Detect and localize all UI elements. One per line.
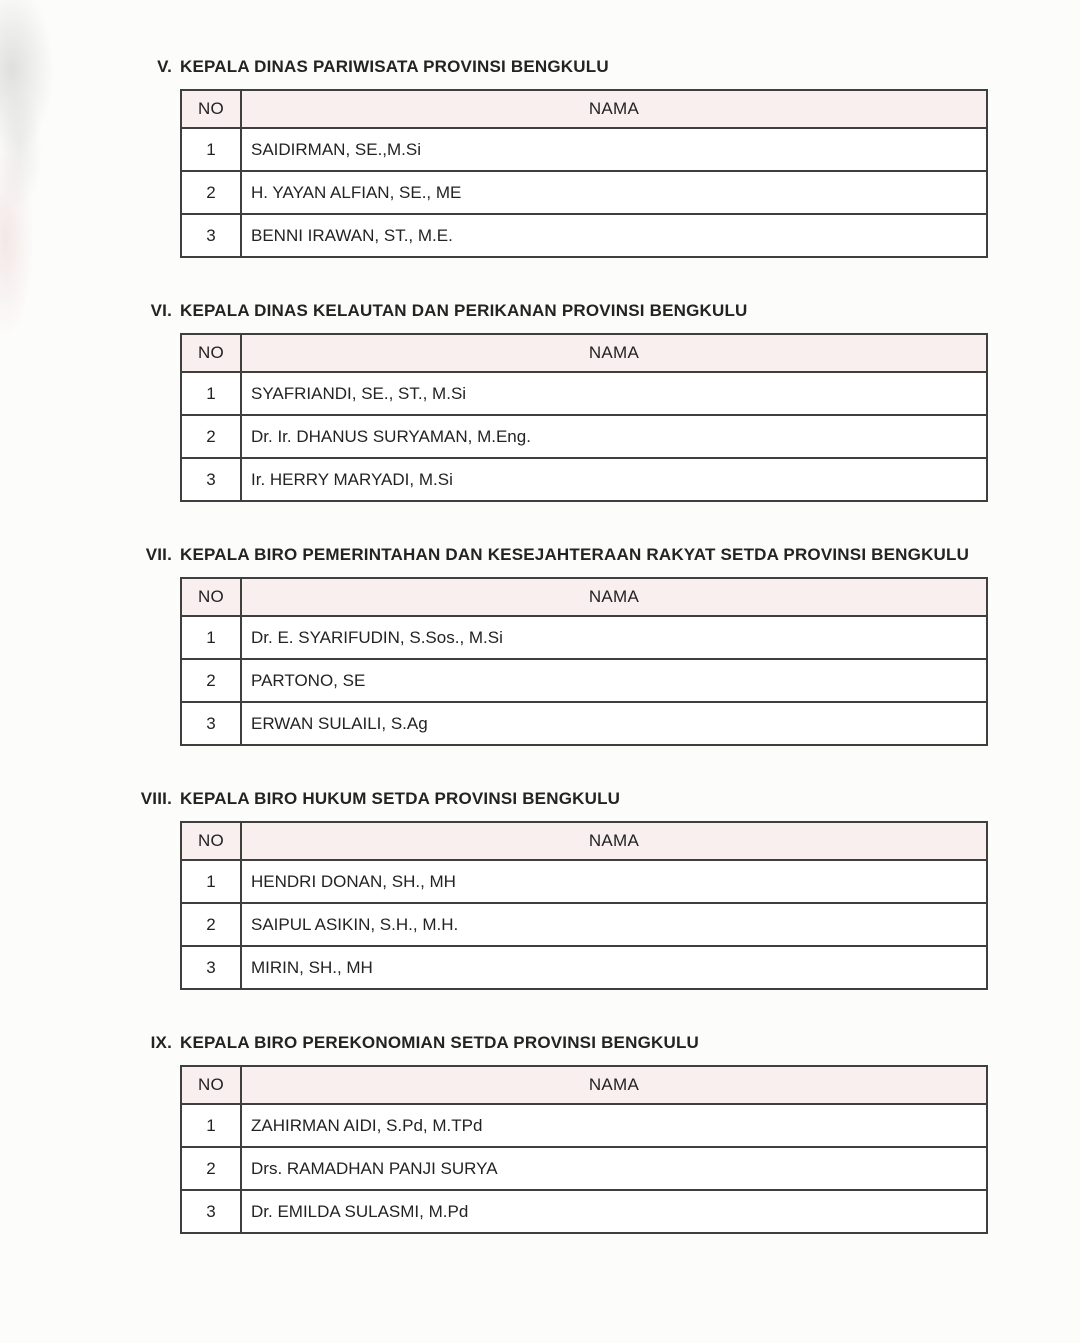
- section-pariwisata: [130, 56, 1080, 258]
- table-header-row: [181, 90, 987, 128]
- table-header-row: [181, 578, 987, 616]
- section-numeral: VII.: [145, 545, 172, 564]
- row-number-cell: 2: [181, 171, 241, 214]
- table-row: [181, 1147, 987, 1190]
- section-hukum: [130, 788, 1080, 990]
- section-heading: [130, 544, 1080, 566]
- column-header-nama: NAMA: [241, 822, 987, 860]
- column-header-no: NO: [181, 334, 241, 372]
- row-number-cell: 2: [181, 903, 241, 946]
- table-row: [181, 171, 987, 214]
- candidate-name-cell: H. YAYAN ALFIAN, SE., ME: [241, 171, 987, 214]
- section-heading: [130, 1032, 1080, 1054]
- column-header-nama: NAMA: [241, 334, 987, 372]
- candidates-table: [180, 1065, 988, 1234]
- candidate-name-cell: SAIPUL ASIKIN, S.H., M.H.: [241, 903, 987, 946]
- section-pemerintahan-kesra: [130, 544, 1080, 746]
- table-header-row: [181, 334, 987, 372]
- section-perekonomian: [130, 1032, 1080, 1234]
- candidate-name-cell: Ir. HERRY MARYADI, M.Si: [241, 458, 987, 501]
- column-header-no: NO: [181, 822, 241, 860]
- table-header-row: [181, 1066, 987, 1104]
- row-number-cell: 3: [181, 702, 241, 745]
- candidate-name-cell: ERWAN SULAILI, S.Ag: [241, 702, 987, 745]
- column-header-nama: NAMA: [241, 578, 987, 616]
- section-title: KEPALA BIRO PEMERINTAHAN DAN KESEJAHTERAAN RAKYAT SETDA PROVINSI BENGKULU: [180, 545, 970, 564]
- row-number-cell: 3: [181, 214, 241, 257]
- row-number-cell: 2: [181, 415, 241, 458]
- row-number-cell: 1: [181, 616, 241, 659]
- table-row: [181, 1190, 987, 1233]
- candidate-name-cell: SAIDIRMAN, SE.,M.Si: [241, 128, 987, 171]
- candidates-table: [180, 89, 988, 258]
- table-row: [181, 458, 987, 501]
- section-title: KEPALA BIRO HUKUM SETDA PROVINSI BENGKULU: [180, 789, 621, 808]
- table-row: [181, 946, 987, 989]
- column-header-nama: NAMA: [241, 1066, 987, 1104]
- table-row: [181, 659, 987, 702]
- candidate-name-cell: MIRIN, SH., MH: [241, 946, 987, 989]
- candidate-name-cell: HENDRI DONAN, SH., MH: [241, 860, 987, 903]
- candidate-name-cell: BENNI IRAWAN, ST., M.E.: [241, 214, 987, 257]
- row-number-cell: 2: [181, 659, 241, 702]
- table-row: [181, 702, 987, 745]
- column-header-no: NO: [181, 90, 241, 128]
- table-row: [181, 616, 987, 659]
- column-header-nama: NAMA: [241, 90, 987, 128]
- table-row: [181, 214, 987, 257]
- candidate-name-cell: SYAFRIANDI, SE., ST., M.Si: [241, 372, 987, 415]
- candidates-table: [180, 821, 988, 990]
- row-number-cell: 1: [181, 128, 241, 171]
- section-title: KEPALA DINAS KELAUTAN DAN PERIKANAN PROVINSI BENGKULU: [180, 301, 748, 320]
- section-numeral: V.: [157, 57, 172, 76]
- table-row: [181, 128, 987, 171]
- section-title: KEPALA DINAS PARIWISATA PROVINSI BENGKULU: [180, 57, 609, 76]
- row-number-cell: 3: [181, 458, 241, 501]
- table-row: [181, 1104, 987, 1147]
- candidates-table: [180, 577, 988, 746]
- section-title: KEPALA BIRO PEREKONOMIAN SETDA PROVINSI BENGKULU: [180, 1033, 700, 1052]
- row-number-cell: 3: [181, 946, 241, 989]
- candidate-name-cell: ZAHIRMAN AIDI, S.Pd, M.TPd: [241, 1104, 987, 1147]
- section-heading: [130, 788, 1080, 810]
- candidate-name-cell: Drs. RAMADHAN PANJI SURYA: [241, 1147, 987, 1190]
- section-heading: [130, 300, 1080, 322]
- row-number-cell: 1: [181, 372, 241, 415]
- table-row: [181, 903, 987, 946]
- section-numeral: VIII.: [140, 789, 172, 808]
- candidate-name-cell: Dr. EMILDA SULASMI, M.Pd: [241, 1190, 987, 1233]
- row-number-cell: 1: [181, 860, 241, 903]
- section-heading: [130, 56, 1080, 78]
- candidate-name-cell: Dr. E. SYARIFUDIN, S.Sos., M.Si: [241, 616, 987, 659]
- column-header-no: NO: [181, 1066, 241, 1104]
- table-row: [181, 372, 987, 415]
- column-header-no: NO: [181, 578, 241, 616]
- row-number-cell: 2: [181, 1147, 241, 1190]
- table-row: [181, 415, 987, 458]
- candidate-name-cell: PARTONO, SE: [241, 659, 987, 702]
- candidates-table: [180, 333, 988, 502]
- table-row: [181, 860, 987, 903]
- row-number-cell: 3: [181, 1190, 241, 1233]
- section-numeral: VI.: [150, 301, 172, 320]
- table-header-row: [181, 822, 987, 860]
- candidate-name-cell: Dr. Ir. DHANUS SURYAMAN, M.Eng.: [241, 415, 987, 458]
- row-number-cell: 1: [181, 1104, 241, 1147]
- section-kelautan-perikanan: [130, 300, 1080, 502]
- section-numeral: IX.: [150, 1033, 172, 1052]
